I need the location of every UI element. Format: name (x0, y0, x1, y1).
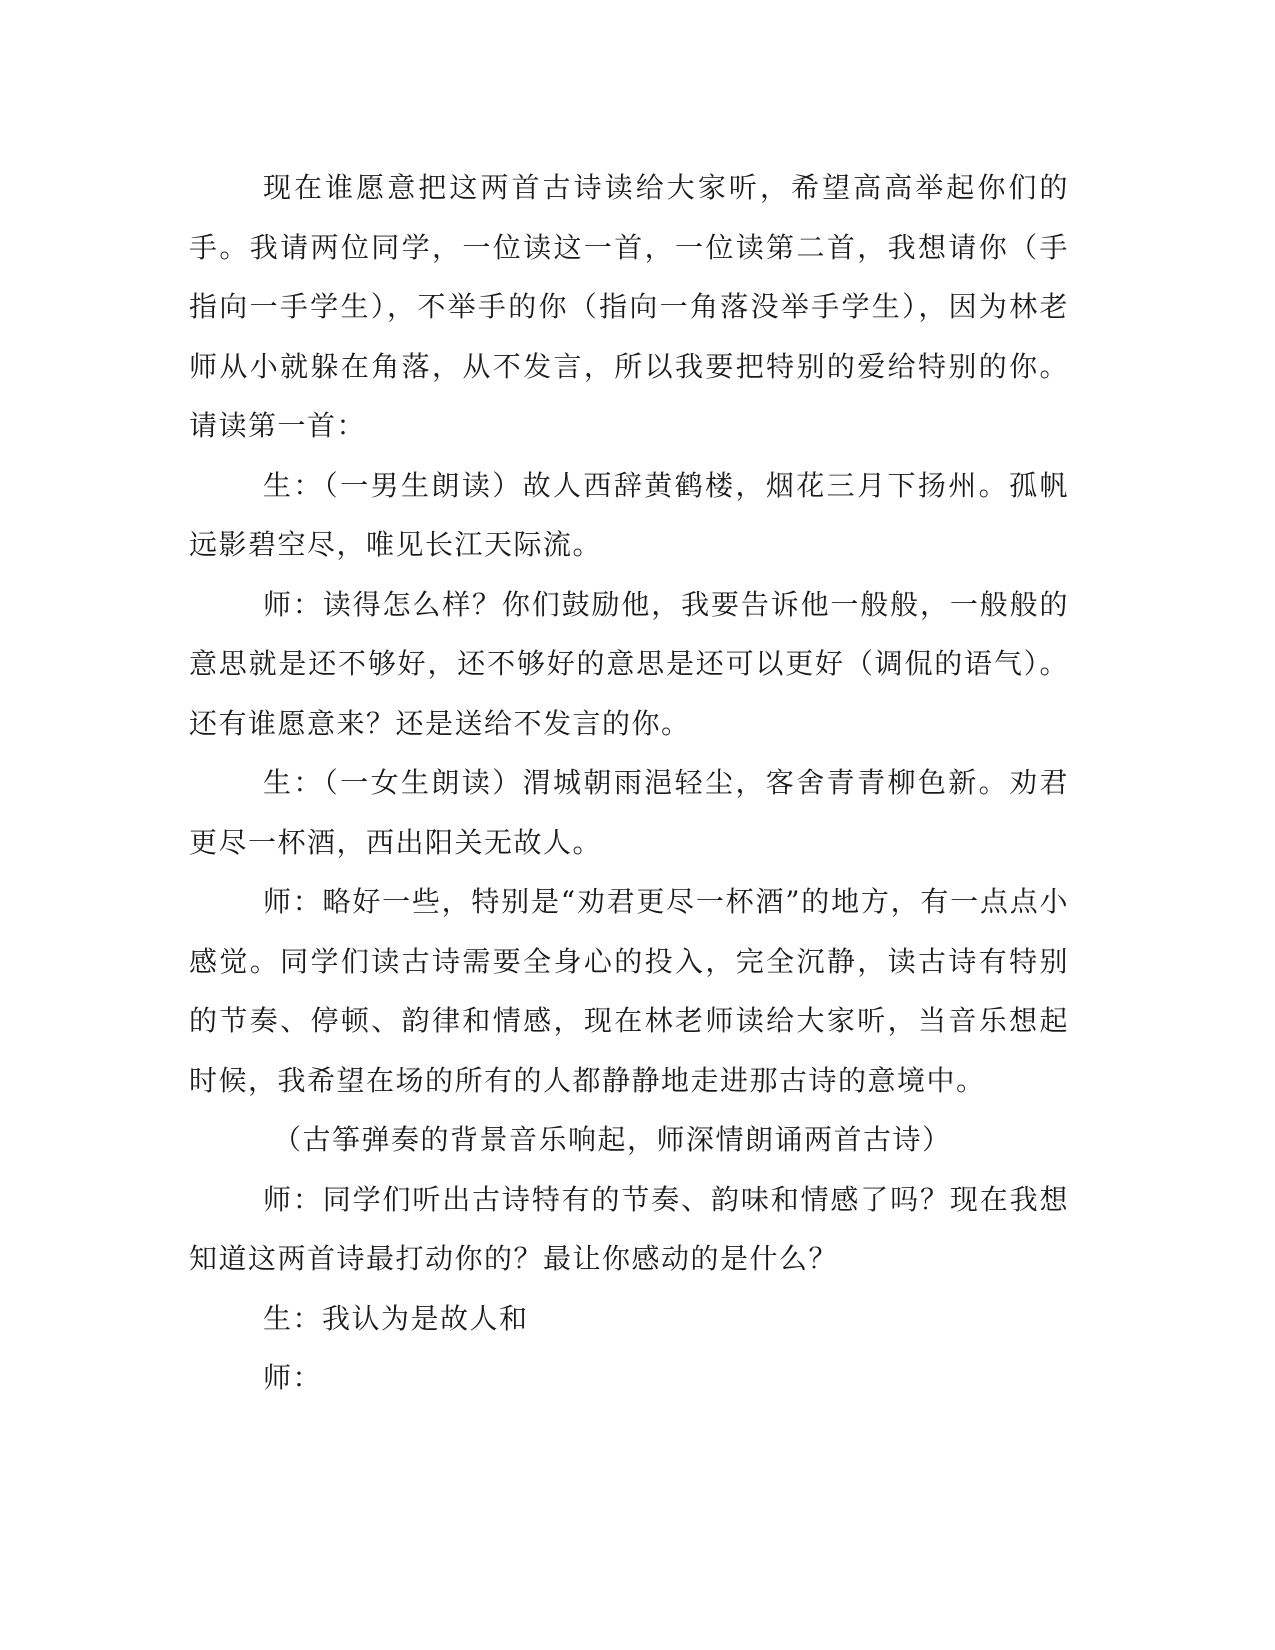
paragraph-teacher-comment-2: 师：略好一些，特别是“劝君更尽一杯酒”的地方，有一点点小感觉。同学们读古诗需要全身心的投入，完全沉静，读古诗有特别的节奏、停顿、韵律和情感，现在林老师读给大家听，当音乐想起时候，我希望在场的所有的人都静静地走进那古诗的意境中。 (189, 885, 1069, 1097)
paragraph-student-reading-1: 生：（一男生朗读）故人西辞黄鹤楼，烟花三月下扬州。孤帆远影碧空尽，唯见长江天际流。 (189, 468, 1069, 561)
paragraph-teacher-question: 师：同学们听出古诗特有的节奏、韵味和情感了吗？现在我想知道这两首诗最打动你的？最让你感动的是什么？ (189, 1182, 1069, 1275)
paragraph-student-reading-2: 生：（一女生朗读）渭城朝雨浥轻尘，客舍青青柳色新。劝君更尽一杯酒，西出阳关无故人。 (189, 766, 1069, 859)
document-body (189, 158, 1069, 1408)
paragraph-teacher-comment-1: 师：读得怎么样？你们鼓励他，我要告诉他一般般，一般般的意思就是还不够好，还不够好的意思是还可以更好（调侃的语气）。还有谁愿意来？还是送给不发言的你。 (189, 587, 1069, 740)
paragraph-teacher-followup: 师： (263, 1361, 323, 1394)
paragraph-stage-direction: （古筝弹奏的背景音乐响起，师深情朗诵两首古诗） (273, 1123, 952, 1156)
paragraph-teacher-intro: 现在谁愿意把这两首古诗读给大家听，希望高高举起你们的手。我请两位同学，一位读这一首，一位读第二首，我想请你（手指向一手学生），不举手的你（指向一角落没举手学生），因为林老师从小就躲在角落，从不发言，所以我要把特别的爱给特别的你。请读第一首： (189, 171, 1069, 442)
paragraph-student-answer: 生：我认为是故人和 (263, 1301, 529, 1335)
